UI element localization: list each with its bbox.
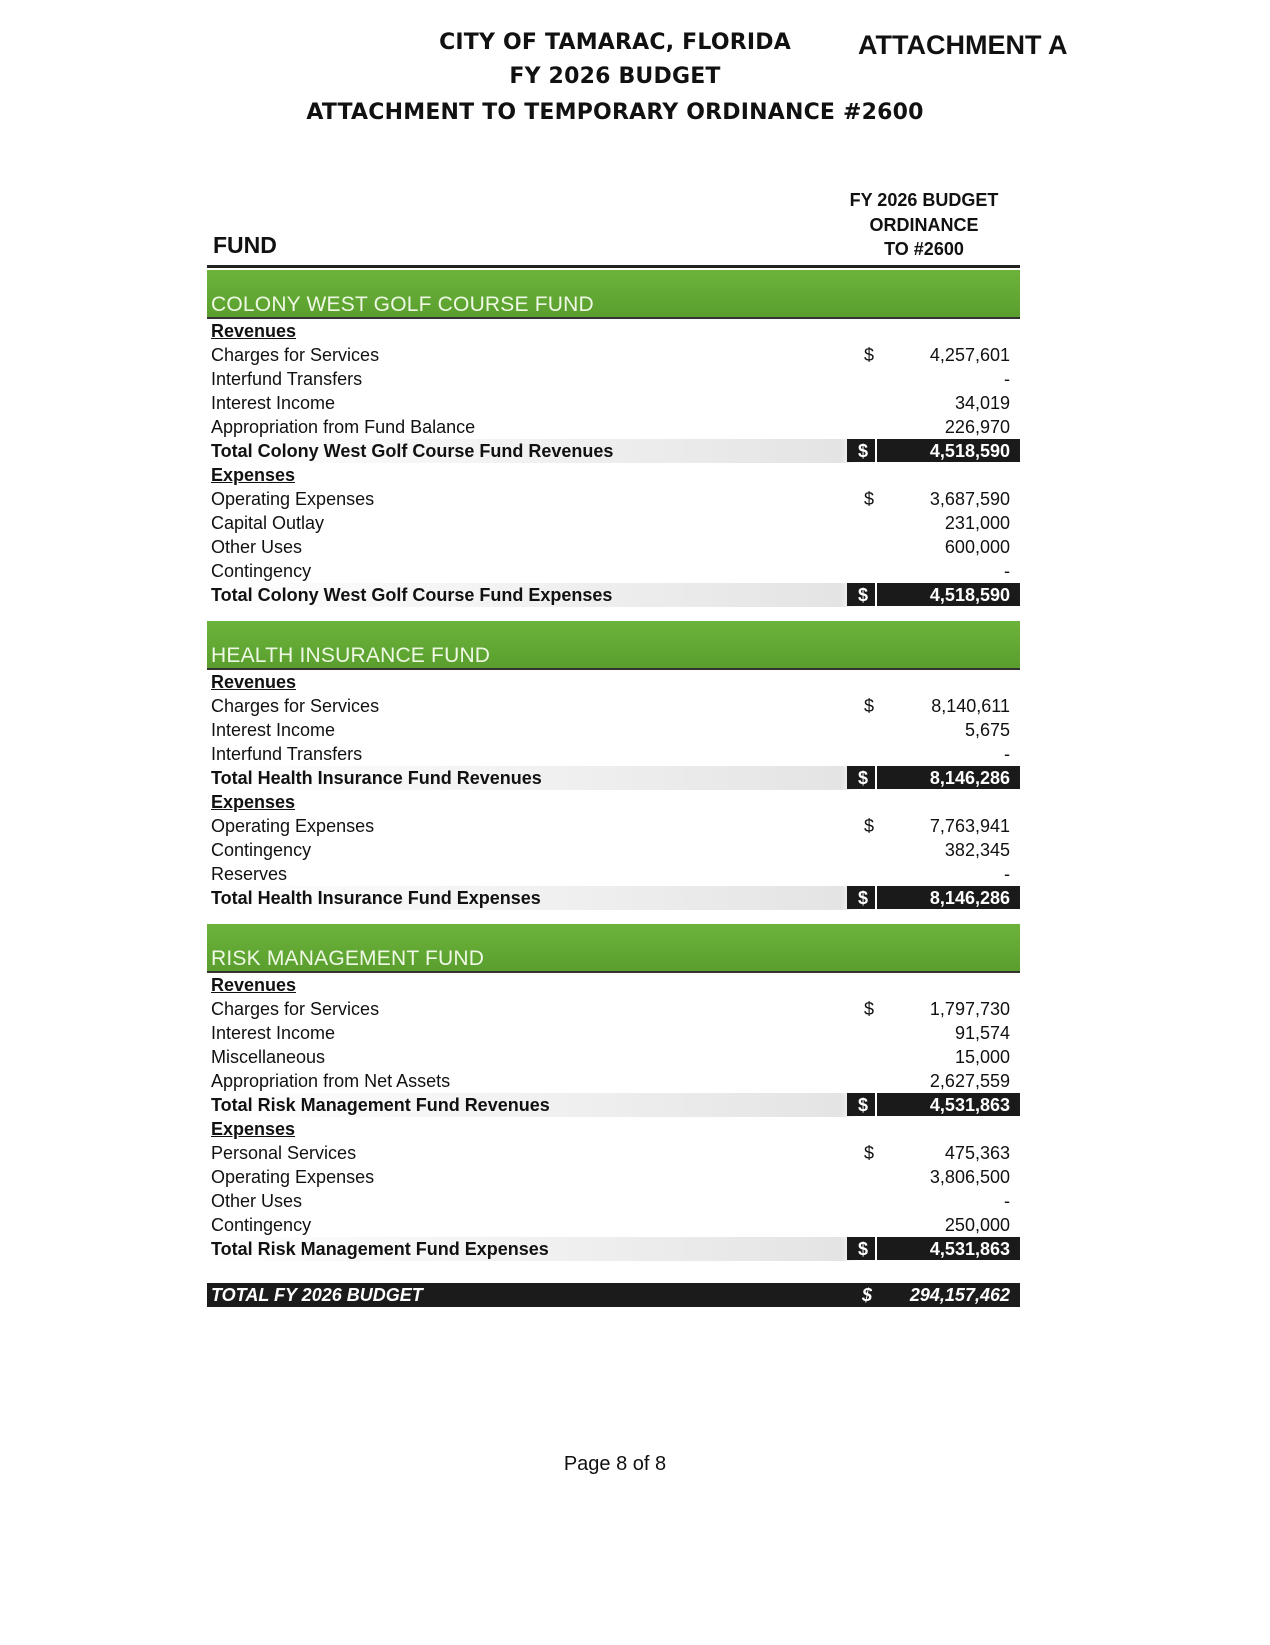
revenues-heading-label: Revenues [211, 975, 297, 995]
expense-row [207, 535, 1020, 559]
expenses-section-heading [207, 790, 1020, 814]
total-revenues-row [207, 766, 1020, 790]
revenue-row-label: Interest Income [211, 393, 336, 413]
expense-row-currency: $ [863, 1143, 874, 1163]
column-header [207, 185, 1020, 268]
budget-title: FY 2026 BUDGET [509, 64, 721, 89]
revenues-section-heading [207, 319, 1020, 343]
revenue-row-amount: 1,797,730 [929, 999, 1010, 1019]
revenue-row [207, 1021, 1020, 1045]
expense-row-label: Operating Expenses [211, 1167, 375, 1187]
expense-row [207, 814, 1020, 838]
grand-total-amount: 294,157,462 [909, 1285, 1010, 1305]
expense-row [207, 559, 1020, 583]
revenue-row-amount: 15,000 [954, 1047, 1010, 1067]
total-expenses-row [207, 583, 1020, 607]
fund-header-band [207, 924, 1020, 973]
expense-row [207, 511, 1020, 535]
revenue-row-label: Appropriation from Fund Balance [211, 417, 476, 437]
revenue-row-label: Interfund Transfers [211, 744, 363, 764]
revenue-row-label: Miscellaneous [211, 1047, 326, 1067]
total-revenues-row-label: Total Risk Management Fund Revenues [211, 1095, 550, 1115]
attachment-label: ATTACHMENT A [858, 30, 1068, 60]
total-expenses-row-label: Total Colony West Golf Course Fund Expenses [211, 585, 613, 605]
grand-total-currency: $ [862, 1285, 873, 1305]
budget-column-line1: FY 2026 BUDGET [849, 190, 999, 210]
expense-row-amount: - [1004, 1191, 1010, 1211]
revenues-heading-label: Revenues [211, 672, 297, 692]
expense-row-currency: $ [863, 489, 874, 509]
total-expenses-row-label: Total Health Insurance Fund Expenses [211, 888, 541, 908]
expense-row-amount: 7,763,941 [929, 816, 1010, 836]
revenue-row [207, 1069, 1020, 1093]
expense-row [207, 1165, 1020, 1189]
total-expenses-row-label: Total Risk Management Fund Expenses [211, 1239, 549, 1259]
total-expenses-row-value-box [847, 583, 1020, 606]
fund-name: COLONY WEST GOLF COURSE FUND [211, 293, 594, 316]
revenue-row-amount: 2,627,559 [929, 1071, 1010, 1091]
fund-name: RISK MANAGEMENT FUND [211, 947, 485, 970]
page-number: Page 8 of 8 [563, 1453, 667, 1475]
total-revenues-row-currency: $ [851, 766, 877, 790]
revenue-row-label: Charges for Services [211, 696, 380, 716]
revenue-row-amount: 91,574 [954, 1023, 1010, 1043]
revenue-row-amount: 5,675 [964, 720, 1010, 740]
budget-column-line2: ORDINANCE [869, 214, 979, 235]
revenue-row-amount: 226,970 [944, 417, 1010, 437]
revenue-row-label: Interest Income [211, 720, 336, 740]
total-expenses-row [207, 1237, 1020, 1261]
expense-row-label: Contingency [211, 1215, 312, 1235]
revenue-row [207, 1045, 1020, 1069]
section-gap [207, 910, 1020, 922]
total-revenues-row-currency: $ [851, 1093, 877, 1117]
expense-row-label: Personal Services [211, 1143, 357, 1163]
revenues-heading-label: Revenues [211, 321, 297, 341]
expense-row [207, 487, 1020, 511]
revenue-row-label: Charges for Services [211, 999, 380, 1019]
expense-row-label: Contingency [211, 840, 312, 860]
expenses-heading-label: Expenses [211, 1119, 296, 1139]
expense-row-amount: - [1004, 561, 1010, 581]
total-revenues-row-value-box [847, 1093, 1020, 1116]
total-revenues-row-value-box [847, 766, 1020, 789]
total-revenues-row-currency: $ [851, 439, 877, 463]
expense-row-currency: $ [863, 816, 874, 836]
revenue-row-amount: 34,019 [954, 393, 1010, 413]
expense-row-amount: 600,000 [944, 537, 1010, 557]
fund-name: HEALTH INSURANCE FUND [211, 644, 491, 667]
expense-row-label: Contingency [211, 561, 312, 581]
expense-row [207, 1189, 1020, 1213]
total-expenses-row-amount: 4,531,863 [929, 1239, 1010, 1259]
total-expenses-row-currency: $ [851, 886, 877, 910]
total-expenses-row-amount: 4,518,590 [929, 585, 1010, 605]
total-expenses-row-currency: $ [851, 583, 877, 607]
budget-table [207, 185, 1020, 1307]
fund-header-band [207, 270, 1020, 319]
revenue-row [207, 415, 1020, 439]
total-revenues-row-amount: 4,531,863 [929, 1095, 1010, 1115]
total-revenues-row-value-box [847, 439, 1020, 462]
revenue-row-amount: 8,140,611 [931, 696, 1010, 716]
revenue-row [207, 343, 1020, 367]
total-expenses-row-currency: $ [851, 1237, 877, 1261]
revenue-row-amount: 4,257,601 [929, 345, 1010, 365]
budget-column-line3: TO #2600 [884, 239, 964, 259]
expense-row-label: Capital Outlay [211, 513, 325, 533]
revenue-row-label: Interfund Transfers [211, 369, 363, 389]
city-title: CITY OF TAMARAC, FLORIDA [439, 30, 791, 55]
expense-row-amount: - [1004, 864, 1010, 884]
revenue-row-amount: - [1004, 744, 1010, 764]
revenue-row-amount: - [1004, 369, 1010, 389]
revenue-row-currency: $ [863, 696, 874, 716]
expenses-section-heading [207, 1117, 1020, 1141]
revenue-row-currency: $ [863, 345, 874, 365]
expense-row-amount: 3,687,590 [929, 489, 1010, 509]
revenue-row [207, 742, 1020, 766]
total-revenues-row-amount: 8,146,286 [929, 768, 1010, 788]
expense-row [207, 1213, 1020, 1237]
fund-header-band [207, 621, 1020, 670]
budget-column-label [834, 188, 1014, 262]
expense-row-label: Other Uses [211, 1191, 303, 1211]
total-expenses-row-value-box [847, 1237, 1020, 1260]
expense-row-label: Operating Expenses [211, 489, 375, 509]
total-revenues-row [207, 1093, 1020, 1117]
total-expenses-row-amount: 8,146,286 [929, 888, 1010, 908]
revenue-row [207, 391, 1020, 415]
fund-column-label: FUND [213, 232, 277, 258]
total-expenses-row [207, 886, 1020, 910]
grand-total-row [207, 1283, 1020, 1307]
revenues-section-heading [207, 670, 1020, 694]
revenue-row [207, 718, 1020, 742]
revenues-section-heading [207, 973, 1020, 997]
revenue-row [207, 694, 1020, 718]
expense-row-label: Operating Expenses [211, 816, 375, 836]
expense-row-amount: 475,363 [944, 1143, 1010, 1163]
expense-row-amount: 250,000 [944, 1215, 1010, 1235]
expenses-heading-label: Expenses [211, 792, 296, 812]
expense-row-amount: 231,000 [944, 513, 1010, 533]
expense-row [207, 1141, 1020, 1165]
expense-row-amount: 382,345 [944, 840, 1010, 860]
revenue-row [207, 997, 1020, 1021]
total-revenues-row-amount: 4,518,590 [929, 441, 1010, 461]
expenses-section-heading [207, 463, 1020, 487]
expense-row-label: Other Uses [211, 537, 303, 557]
expense-row-label: Reserves [211, 864, 288, 884]
expense-row-amount: 3,806,500 [929, 1167, 1010, 1187]
grand-total-label: TOTAL FY 2026 BUDGET [211, 1285, 423, 1305]
expenses-heading-label: Expenses [211, 465, 296, 485]
total-expenses-row-value-box [847, 886, 1020, 909]
expense-row [207, 862, 1020, 886]
revenue-row [207, 367, 1020, 391]
total-revenues-row [207, 439, 1020, 463]
expense-row [207, 838, 1020, 862]
total-revenues-row-label: Total Colony West Golf Course Fund Revenues [211, 441, 614, 461]
revenue-row-label: Interest Income [211, 1023, 336, 1043]
revenue-row-currency: $ [863, 999, 874, 1019]
revenue-row-label: Charges for Services [211, 345, 380, 365]
total-revenues-row-label: Total Health Insurance Fund Revenues [211, 768, 542, 788]
section-gap [207, 607, 1020, 619]
revenue-row-label: Appropriation from Net Assets [211, 1071, 451, 1091]
ordinance-title: ATTACHMENT TO TEMPORARY ORDINANCE #2600 [306, 100, 924, 125]
fund-sections [207, 270, 1020, 1261]
